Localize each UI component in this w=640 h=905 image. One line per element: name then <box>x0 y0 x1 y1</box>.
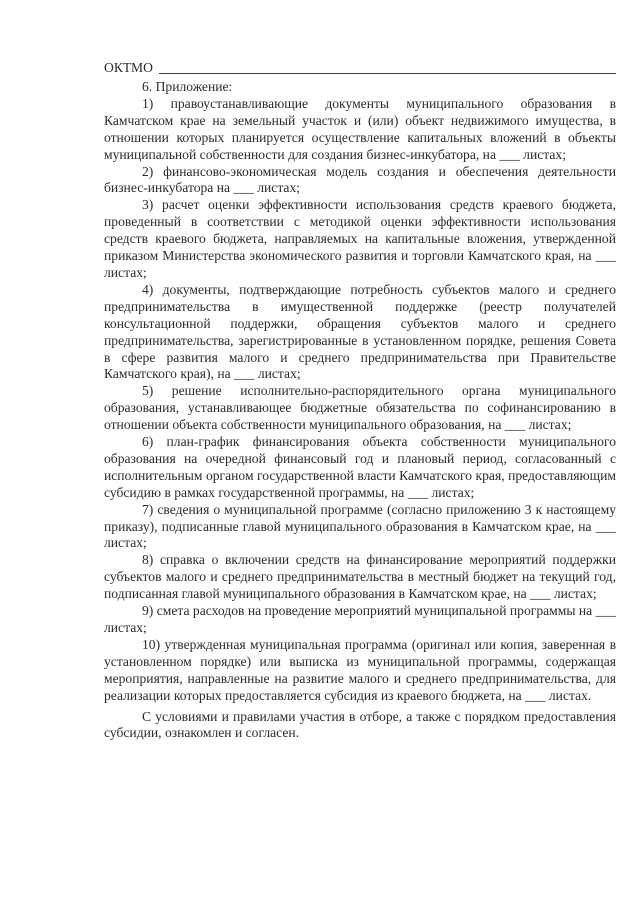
section-heading: 6. Приложение: <box>142 79 233 94</box>
oktmo-row <box>104 60 616 77</box>
oktmo-label: ОКТМО <box>104 60 153 76</box>
list-item: 4) документы, подтверждающие потребность субъектов малого и среднего предпринимательства в имущественной поддержке (реестр получателей консультационной поддержки, обращения субъектов малого и среднего предпринимательства, зарегистрированные в установленном порядке, решения Совета в сфере развития малого и среднего предпринимательства при Правительстве Камчатского края), на ___ листах; <box>104 281 616 382</box>
list-item: 8) справка о включении средств на финансирование мероприятий поддержки субъектов малого и среднего предпринимательства в местный бюджет на текущий год, подписанная главой муниципального образования в Камчатском крае, на ___ листах; <box>104 552 616 602</box>
list-item: 9) смета расходов на проведение мероприятий муниципальной программы на ___ листах; <box>104 603 617 635</box>
list-item: 10) утвержденная муниципальная программа (оригинал или копия, заверенная в установленном порядке) или выписка из муниципальной программы, содержащая мероприятия, направленные на развитие малого и среднего предпринимательства, для реализации которых предоставляется субсидия из краевого бюджета, на ___ листах. <box>104 636 616 703</box>
closing-statement: С условиями и правилами участия в отборе, а также с порядком предоставления субсидии, ознакомлен и согласен. <box>104 708 616 741</box>
list-item: 1) правоустанавливающие документы муниципального образования в Камчатском крае на земельный участок и (или) объект недвижимого имущества, в отношении которых планируется осуществление капитальных вложений в объекты муниципальной собственности для создания бизнес-инкубатора, на ___ листах; <box>104 95 616 162</box>
list-item: 5) решение исполнительно-распорядительного органа муниципального образования, устанавливающее бюджетные обязательства по софинансированию в отношении объекта собственности муниципального образования, на ___ листах; <box>104 383 616 433</box>
list-item: 2) финансово-экономическая модель создания и обеспечения деятельности бизнес-инкубатора на ___ листах; <box>104 163 616 196</box>
list-item: 6) план-график финансирования объекта собственности муниципального образования на очередной финансовый год и плановый период, согласованный с исполнительным органом государственной власти Камчатского края, предоставляющим субсидию в рамках государственной программы, на ___ листах; <box>104 434 616 500</box>
list-item: 7) сведения о муниципальной программе (согласно приложению 3 к настоящему приказу), подписанные главой муниципального образования в Камчатском крае, на ___ листах; <box>104 501 616 551</box>
document-page <box>104 60 616 742</box>
oktmo-fill-line <box>159 72 616 74</box>
list-item: 3) расчет оценки эффективности использования средств краевого бюджета, проведенный в соответствии с методикой оценки эффективности использования средств краевого бюджета, направляемых на капитальные вложения, утвержденной приказом Министерства экономического развития и торговли Камчатского края, на ___ листах; <box>104 197 616 280</box>
